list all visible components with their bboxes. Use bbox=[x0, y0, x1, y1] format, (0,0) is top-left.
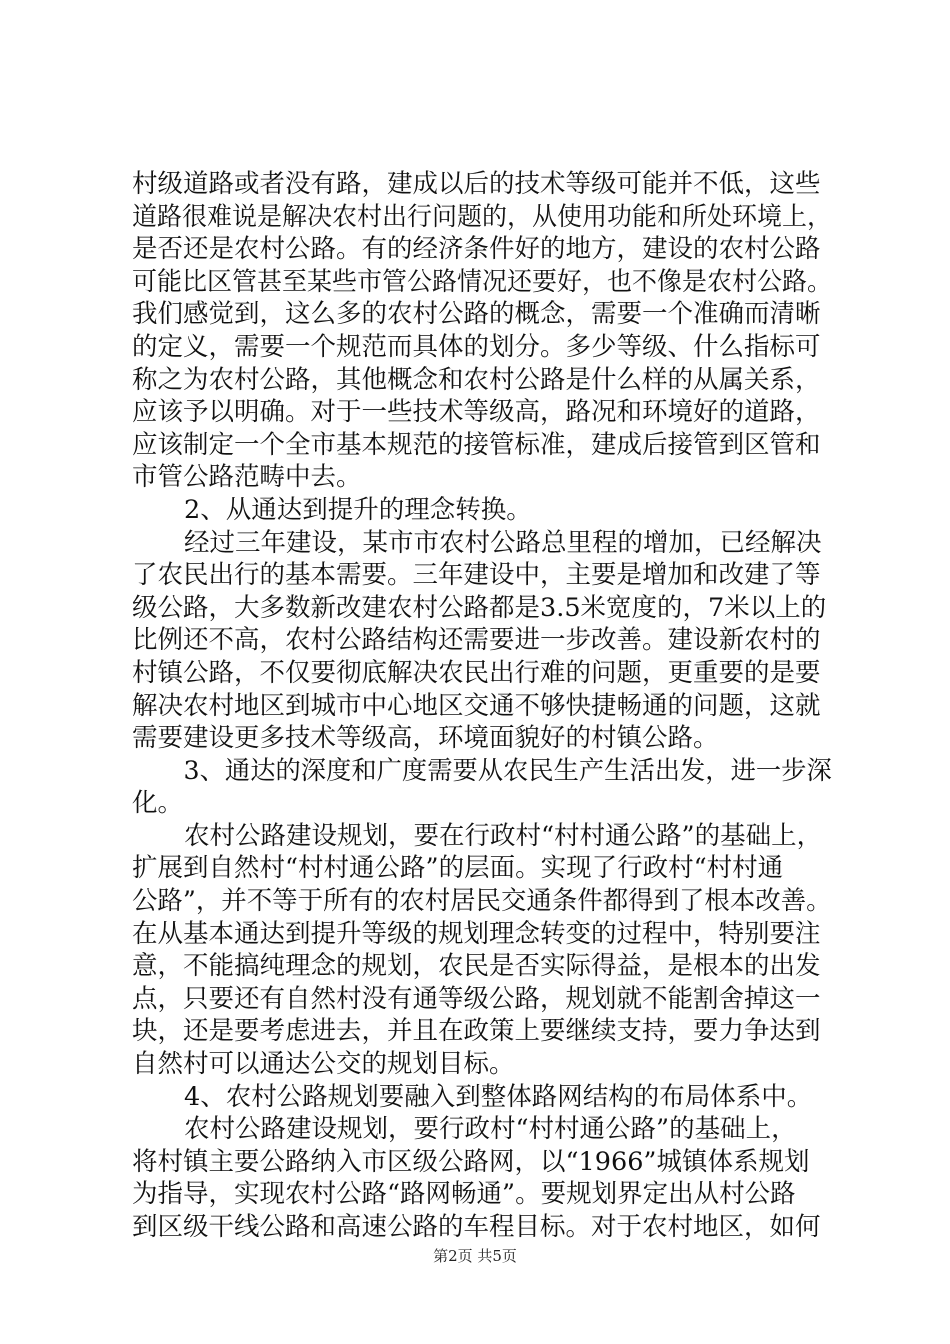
text-line: 了农民出行的基本需要。三年建设中，主要是增加和改建了等 bbox=[132, 560, 821, 591]
text-line: 市管公路范畴中去。 bbox=[132, 462, 362, 493]
text-line: 农村公路建设规划，要行政村“村村通公路”的基础上， bbox=[184, 1114, 797, 1145]
text-line: 农村公路建设规划，要在行政村“村村通公路”的基础上， bbox=[184, 820, 823, 851]
text-line: 2、从通达到提升的理念转换。 bbox=[184, 494, 532, 525]
text-line: 意，不能搞纯理念的规划，农民是否实际得益，是根本的出发 bbox=[132, 951, 821, 982]
page-footer: 第2页 共5页 bbox=[433, 1247, 517, 1265]
text-line: 应该予以明确。对于一些技术等级高，路况和环境好的道路， bbox=[132, 397, 821, 428]
text-line: 经过三年建设，某市市农村公路总里程的增加，已经解决 bbox=[184, 527, 822, 558]
text-line: 在从基本通达到提升等级的规划理念转变的过程中，特别要注 bbox=[132, 918, 821, 949]
text-line: 道路很难说是解决农村出行问题的，从使用功能和所处环境上， bbox=[132, 201, 833, 232]
text-line: 扩展到自然村“村村通公路”的层面。实现了行政村“村村通 bbox=[132, 853, 784, 884]
text-line: 3、通达的深度和广度需要从农民生产生活出发，进一步深 bbox=[183, 755, 832, 786]
text-line: 公路”，并不等于所有的农村居民交通条件都得到了根本改善。 bbox=[132, 886, 832, 917]
text-line: 块，还是要考虑进去，并且在政策上要继续支持，要力争达到 bbox=[132, 1016, 821, 1047]
text-line: 自然村可以通达公交的规划目标。 bbox=[132, 1049, 515, 1080]
text-line: 到区级干线公路和高速公路的车程目标。对于农村地区，如何 bbox=[132, 1212, 821, 1242]
text-line: 村镇公路，不仅要彻底解决农民出行难的问题，更重要的是要 bbox=[132, 657, 821, 688]
document-body bbox=[132, 168, 832, 1244]
text-line: 解决农村地区到城市中心地区交通不够快捷畅通的问题，这就 bbox=[132, 690, 821, 721]
text-line: 级公路，大多数新改建农村公路都是3.5米宽度的，7米以上的 bbox=[132, 592, 827, 623]
text-line: 的定义，需要一个规范而具体的划分。多少等级、什么指标可 bbox=[132, 331, 821, 362]
text-line: 4、农村公路规划要融入到整体路网结构的布局体系中。 bbox=[184, 1081, 813, 1112]
text-line: 称之为农村公路，其他概念和农村公路是什么样的从属关系， bbox=[132, 364, 821, 395]
text-line: 为指导，实现农村公路“路网畅通”。要规划界定出从村公路 bbox=[132, 1179, 796, 1210]
text-line: 应该制定一个全市基本规范的接管标准，建成后接管到区管和 bbox=[132, 429, 821, 460]
text-line: 村级道路或者没有路，建成以后的技术等级可能并不低，这些 bbox=[132, 169, 821, 199]
text-line: 是否还是农村公路。有的经济条件好的地方，建设的农村公路 bbox=[132, 234, 821, 265]
text-line: 将村镇主要公路纳入市区级公路网，以“1966”城镇体系规划 bbox=[132, 1146, 810, 1177]
text-line: 需要建设更多技术等级高，环境面貌好的村镇公路。 bbox=[132, 723, 719, 754]
text-line: 可能比区管甚至某些市管公路情况还要好，也不像是农村公路。 bbox=[132, 266, 833, 297]
text-line: 化。 bbox=[132, 788, 184, 819]
text-line: 点，只要还有自然村没有通等级公路，规划就不能割舍掉这一 bbox=[132, 983, 821, 1014]
text-line: 比例还不高，农村公路结构还需要进一步改善。建设新农村的 bbox=[132, 625, 821, 656]
text-line: 我们感觉到，这么多的农村公路的概念，需要一个准确而清晰 bbox=[132, 299, 821, 330]
